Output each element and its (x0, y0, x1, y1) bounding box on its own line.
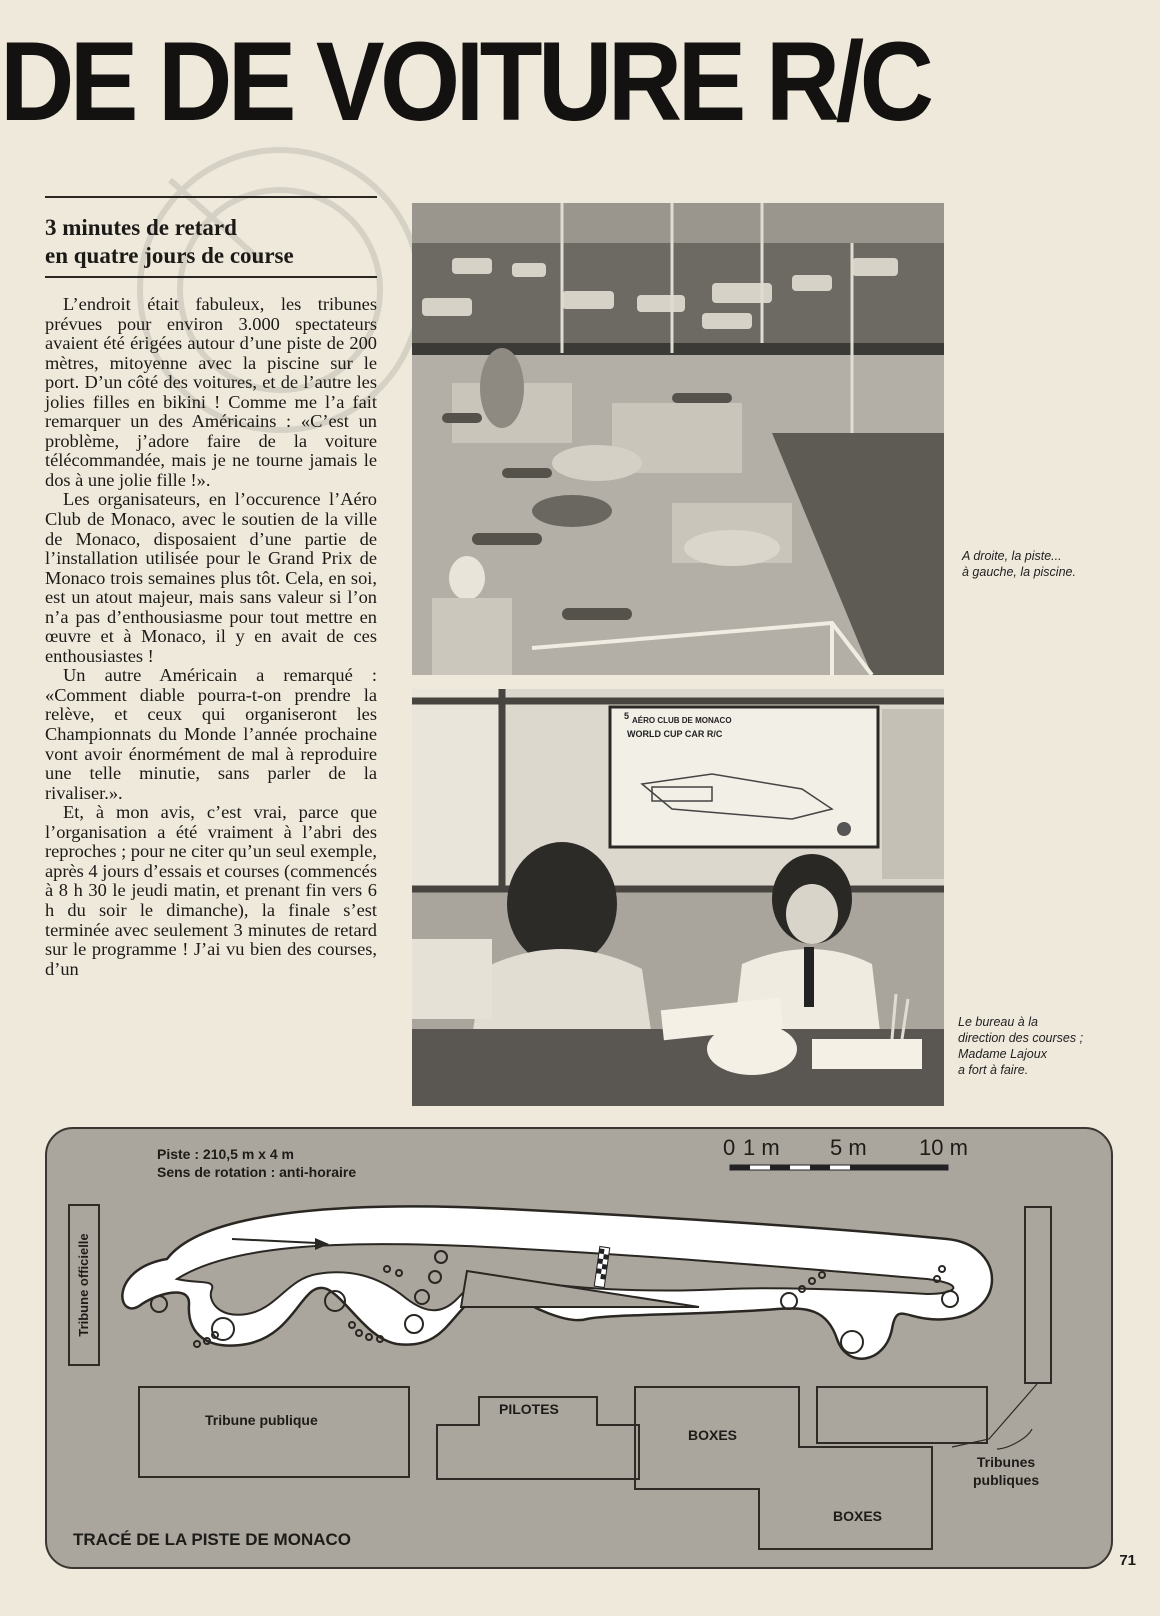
scale-bar (730, 1165, 948, 1170)
tribune-right-box (1025, 1207, 1051, 1383)
page-number: 71 (1119, 1552, 1136, 1569)
subhead (45, 214, 385, 270)
paragraph: L’endroit était fabuleux, les tribunes prévues pour environ 3.000 spectateurs avaient été érigées autour d’une piste de 200 mètres, mitoyenne avec la piscine sur le port. D’un côté des voitures, et de l’autre les jolies filles en bikini ! Comme me l’a fait remarquer un des Américains : «C’est un problème, j’adore faire de la voiture télécommandée, mais je ne tourne jamais le dos à une jolie fille !». (45, 294, 377, 490)
caption-line: Madame Lajoux (958, 1047, 1047, 1061)
caption-line: à gauche, la piscine. (962, 565, 1076, 579)
tribunes-publiques-box (817, 1387, 987, 1443)
rotation-direction: Sens de rotation : anti-horaire (157, 1164, 357, 1180)
bottom-rule (45, 276, 377, 278)
sign-line-2: WORLD CUP CAR R/C (627, 729, 723, 739)
track-map (45, 1127, 1113, 1569)
pilotes-label: PILOTES (499, 1401, 559, 1417)
map-title: TRACÉ DE LA PISTE DE MONACO (73, 1530, 351, 1549)
photo-race-office (412, 689, 944, 1106)
paragraph: Et, à mon avis, c’est vrai, parce que l’organisation a été vraiment à l’abri des reproches ; pour ne citer qu’un seul exemple, après 4 jours d’essais et courses (commencés à 8 h 30 le jeudi matin, et prenant fin vers 6 h du soir le dimanche), la finale s’est terminée avec seulement 3 minutes de retard sur le programme ! J’ai vu bien des courses, d’un (45, 802, 377, 979)
boxes-label-1: BOXES (688, 1427, 738, 1443)
caption-line: A droite, la piste... (962, 549, 1062, 563)
tribunes-publiques-line-1: Tribunes (976, 1454, 1036, 1470)
top-rule (45, 196, 377, 198)
track-spec: Piste : 210,5 m x 4 m (157, 1146, 294, 1162)
sign-number: 5 (624, 711, 630, 721)
boxes-label-2: BOXES (833, 1508, 883, 1524)
caption-photo-2 (958, 1014, 1083, 1078)
headline: DE DE VOITURE R/C (0, 19, 930, 144)
tribune-officielle-label: Tribune officielle (76, 1233, 91, 1337)
sign-line-1: AÉRO CLUB DE MONACO (632, 716, 732, 725)
caption-photo-1 (962, 548, 1076, 580)
scale-label-5m: 5 m (830, 1135, 867, 1160)
scale-label-1m: 1 m (743, 1135, 780, 1160)
photo-pool-track (412, 203, 944, 675)
tribune-publique-label: Tribune publique (205, 1412, 318, 1428)
paragraph: Les organisateurs, en l’occurence l’Aéro Club de Monaco, avec le soutien de la ville de Monaco, disposaient d’une partie de l’installation utilisée pour le Grand Prix de Monaco trois semaines plus tôt. Cela, en soi, est un atout majeur, mais sans valeur si l’on n’a pas d’enthousiasme pour tout mettre en œuvre et à Monaco, il y en avait de ces enthousiastes ! (45, 489, 377, 666)
tribunes-publiques-line-2: publiques (973, 1472, 1040, 1488)
boxes-building (635, 1387, 932, 1549)
subhead-line-1: 3 minutes de retard (45, 215, 237, 240)
tribune-publique-box (139, 1387, 409, 1477)
article-body (45, 295, 377, 979)
tribunes-publiques-label (973, 1453, 1039, 1489)
caption-line: direction des courses ; (958, 1031, 1084, 1045)
scale-label-10m: 10 m (919, 1135, 968, 1160)
caption-line: a fort à faire. (958, 1063, 1029, 1077)
caption-line: Le bureau à la (958, 1015, 1038, 1029)
track-map-drawing (47, 1129, 1111, 1567)
scale-label-0: 0 (723, 1135, 736, 1160)
subhead-line-2: en quatre jours de course (45, 243, 294, 268)
paragraph: Un autre Américain a remarqué : «Comment diable pourra-t-on prendre la relève, et ceux qui organiseront les Championnats du Monde l’année prochaine vont avoir énormément de mal à reproduire une telle minutie, sans parler de la rivaliser.». (45, 665, 377, 803)
